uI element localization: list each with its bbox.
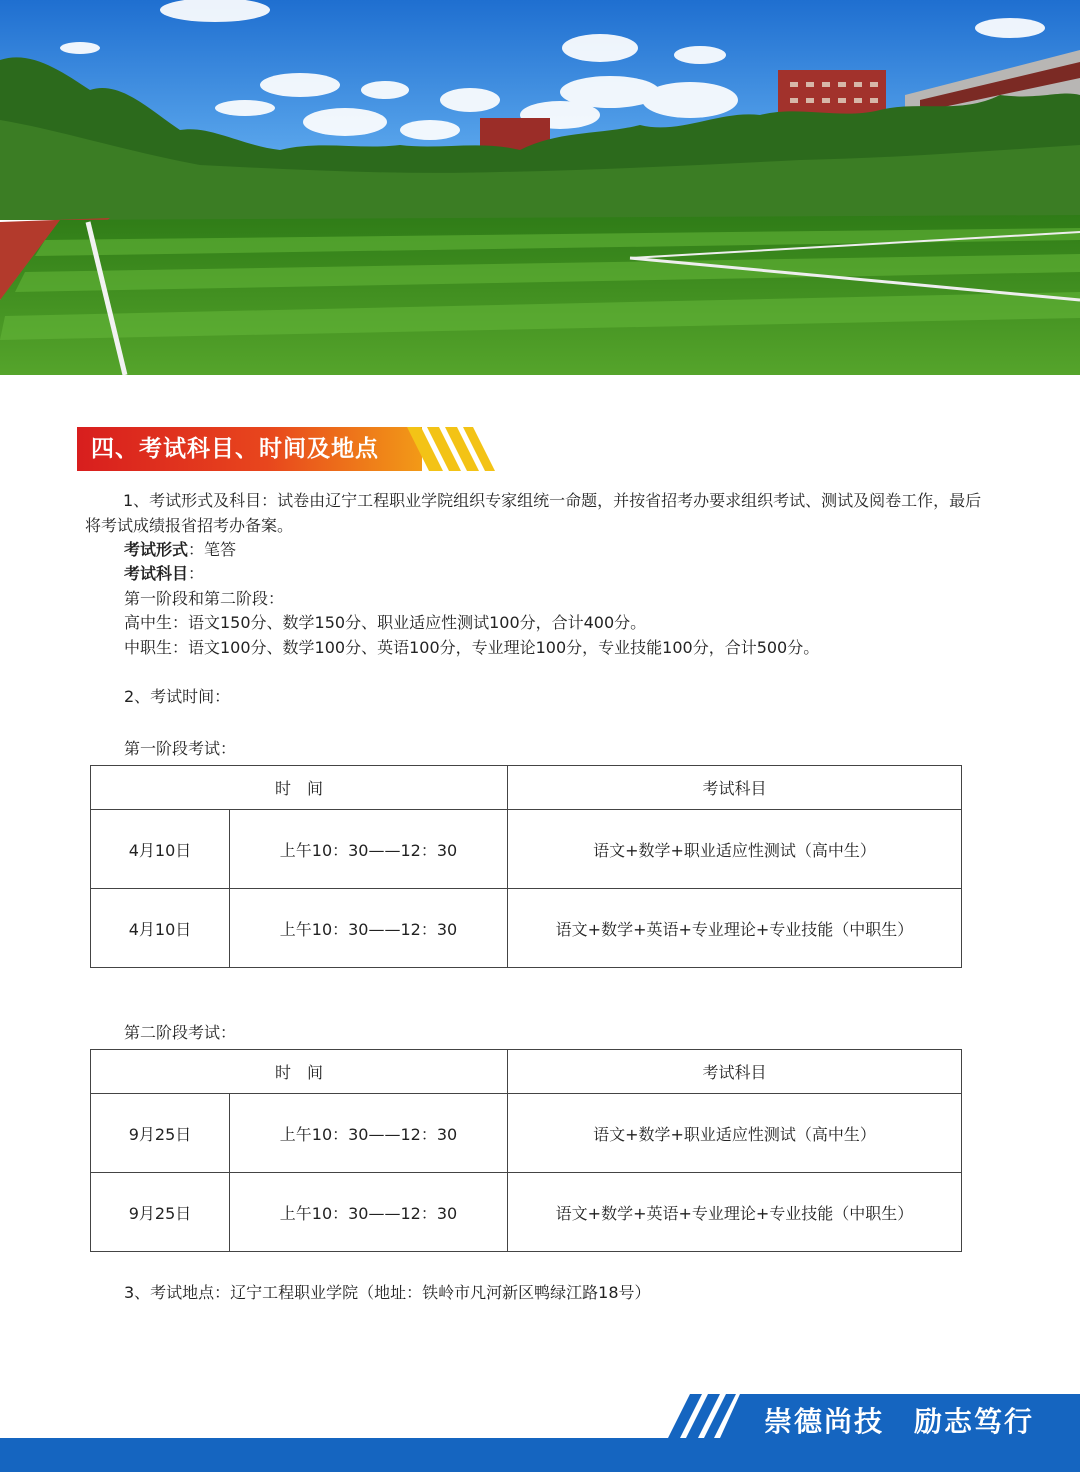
high-school-scores: 高中生：语文150分、数学150分、职业适应性测试100分，合计400分。 bbox=[124, 613, 647, 632]
stage1-caption: 第一阶段考试： bbox=[124, 739, 237, 758]
cell-date: 4月10日 bbox=[91, 810, 230, 889]
cell-subject: 语文+数学+英语+专业理论+专业技能（中职生） bbox=[508, 1173, 962, 1252]
stage2-table bbox=[90, 1049, 962, 1252]
cell-date: 4月10日 bbox=[91, 889, 230, 968]
cell-time: 上午10：30——12：30 bbox=[230, 810, 508, 889]
table-row bbox=[91, 810, 962, 889]
exam-form-value: ：笔答 bbox=[188, 540, 237, 559]
cell-time: 上午10：30——12：30 bbox=[230, 1094, 508, 1173]
exam-subject-label: 考试科目 bbox=[124, 564, 189, 583]
footer-banner bbox=[0, 1394, 1080, 1472]
stage2-caption: 第二阶段考试： bbox=[124, 1023, 237, 1042]
stages-line: 第一阶段和第二阶段： bbox=[124, 589, 285, 608]
table-row bbox=[91, 1173, 962, 1252]
hero-photo-stadium bbox=[0, 0, 1080, 375]
header-time: 时 间 bbox=[91, 1050, 508, 1094]
cell-subject: 语文+数学+职业适应性测试（高中生） bbox=[508, 1094, 962, 1173]
section-title: 四、考试科目、时间及地点 bbox=[91, 436, 379, 462]
header-subject: 考试科目 bbox=[508, 1050, 962, 1094]
item2-heading: 2、考试时间： bbox=[124, 687, 231, 706]
exam-subject-line bbox=[124, 562, 204, 587]
item1-paragraph: 1、考试形式及科目：试卷由辽宁工程职业学院组织专家组统一命题，并按省招考办要求组织考试、测试及阅卷工作，最后将考试成绩报省招考办备案。 bbox=[85, 491, 982, 535]
table-header-row bbox=[91, 1050, 962, 1094]
cell-time: 上午10：30——12：30 bbox=[230, 889, 508, 968]
header-subject: 考试科目 bbox=[508, 766, 962, 810]
header-time: 时 间 bbox=[91, 766, 508, 810]
table-row bbox=[91, 889, 962, 968]
footer-slogan: 崇德尚技 励志笃行 bbox=[764, 1405, 1035, 1438]
cell-subject: 语文+数学+英语+专业理论+专业技能（中职生） bbox=[508, 889, 962, 968]
exam-form-label: 考试形式 bbox=[124, 540, 189, 559]
table-row bbox=[91, 1094, 962, 1173]
exam-location: 3、考试地点：辽宁工程职业学院（地址：铁岭市凡河新区鸭绿江路18号） bbox=[124, 1283, 651, 1302]
exam-subject-colon: ： bbox=[188, 564, 205, 583]
stage1-table bbox=[90, 765, 962, 968]
header-stripes-decoration bbox=[407, 427, 547, 471]
cell-time: 上午10：30——12：30 bbox=[230, 1173, 508, 1252]
cell-subject: 语文+数学+职业适应性测试（高中生） bbox=[508, 810, 962, 889]
cell-date: 9月25日 bbox=[91, 1173, 230, 1252]
exam-form-line bbox=[124, 538, 236, 563]
table-header-row bbox=[91, 766, 962, 810]
cell-date: 9月25日 bbox=[91, 1094, 230, 1173]
vocational-scores: 中职生：语文100分、数学100分、英语100分，专业理论100分，专业技能100分，合计500分。 bbox=[124, 638, 820, 657]
